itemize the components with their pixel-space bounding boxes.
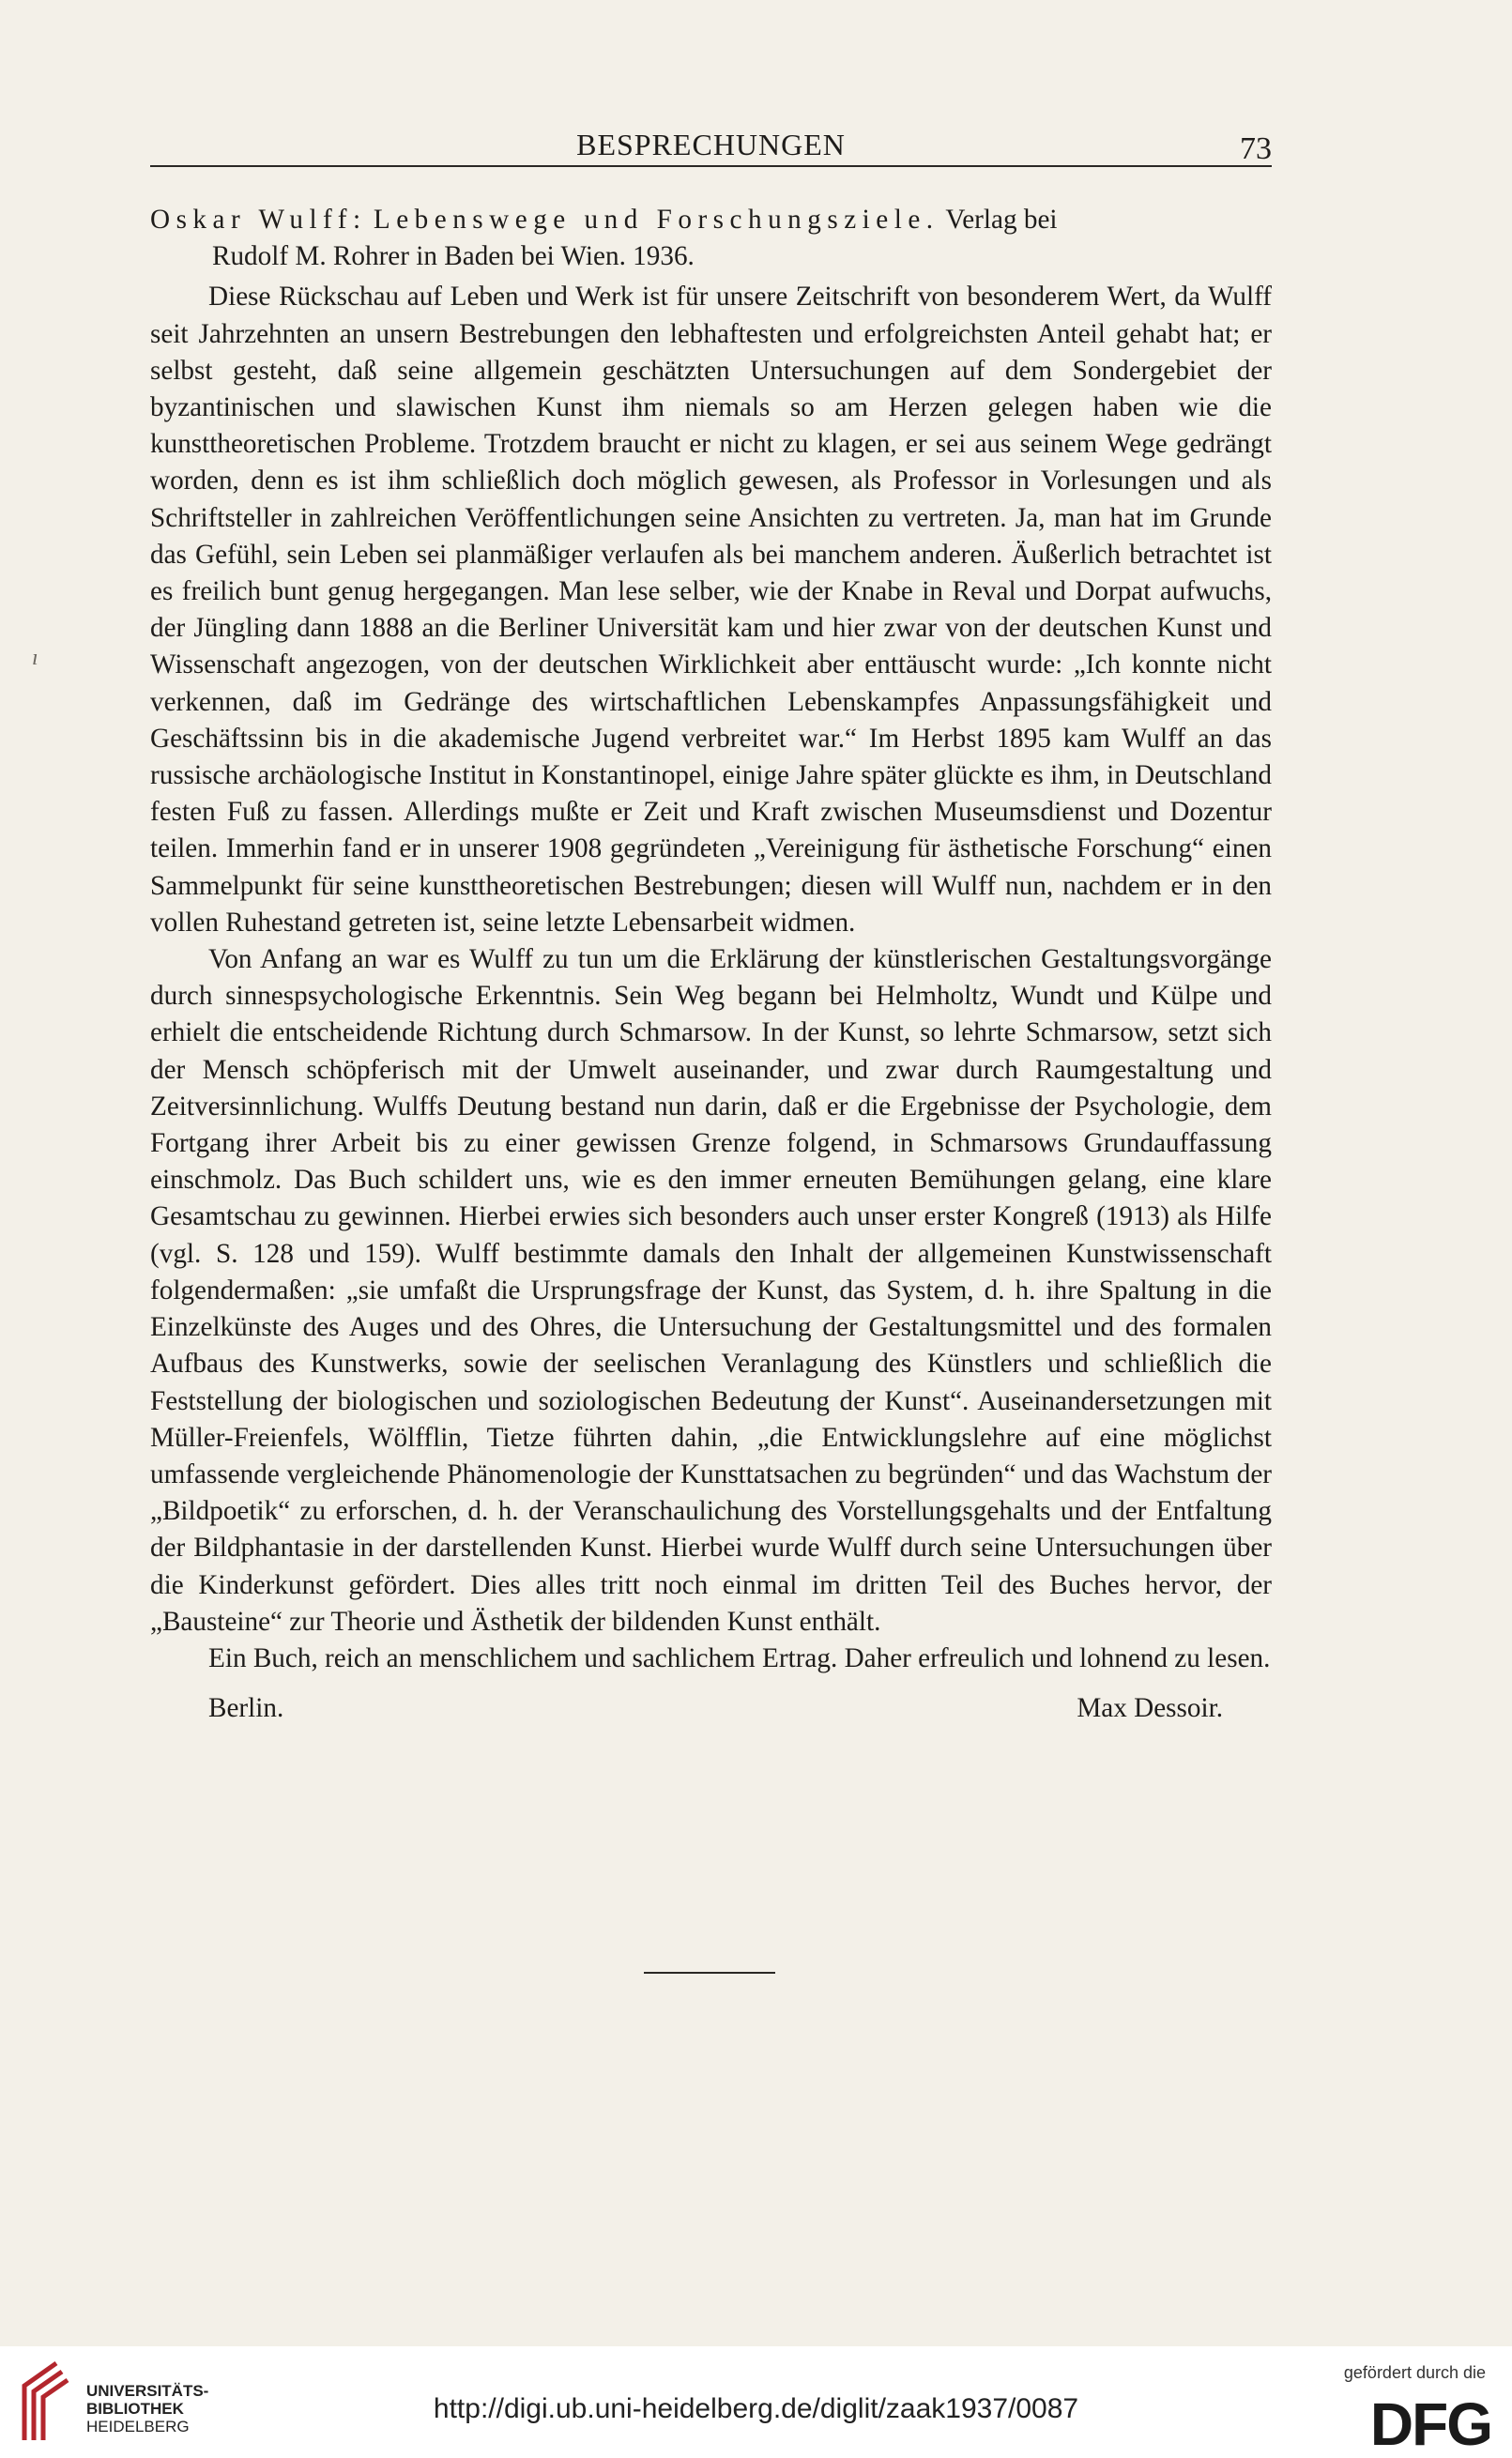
library-name-line-1: UNIVERSITÄTS-: [86, 2382, 209, 2400]
citation-publisher: Verlag bei: [945, 205, 1058, 235]
paragraph-2: Von Anfang an war es Wulff zu tun um die Erklärung der künstlerischen Gestaltungsvorgänge durch sinnespsychologische Erkenntnis. Sein Weg begann bei Helmholtz, Wundt und Külpe und erhielt die entscheidende Richtung durch Schmarsow. In der Kunst, so lehrte Schmarsow, setzt sich der Mensch schöpferisch mit der Umwelt auseinander, und zwar durch Raumgestaltung und Zeitversinnlichung. Wulffs Deutung bestand nun darin, daß er die Ergebnisse der Psychologie, dem Fortgang ihrer Arbeit bis zu einer gewissen Grenze folgend, in Schmarsows Grundauffassung einschmolz. Das Buch schildert uns, wie es den immer erneuten Bemühungen gelang, eine klare Gesamtschau zu gewinnen. Hierbei erwies sich besonders auch unser erster Kongreß (1913) als Hilfe (vgl. S. 128 und 159). Wulff bestimmte damals den Inhalt der allgemeinen Kunstwissenschaft folgendermaßen: „sie umfaßt die Ursprungsfrage der Kunst, das System, d. h. ihre Spaltung in die Einzelkünste des Auges und des Ohres, die Untersuchung der Gestaltungsmittel und des formalen Aufbaus des Kunstwerks, sowie der seelischen Veranlagung des Künstlers und schließlich die Feststellung der biologischen und soziologischen Bedeutung der Kunst“. Auseinandersetzungen mit Müller-Freienfels, Wölfflin, Tietze führten dahin, „die Entwicklungslehre auf eine möglichst umfassende vergleichende Phänomenologie der Kunsttatsachen zu begründen“ und das Wachstum der „Bildpoetik“ zu erforschen, d. h. der Veranschaulichung des Vorstellungsgehalts und der Entfaltung der Bildphantasie in der darstellenden Kunst. Hierbei wurde Wulff durch seine Untersuchungen über die Kinderkunst gefördert. Dies alles tritt noch einmal im dritten Teil des Buches hervor, der „Bausteine“ zur Theorie und Ästhetik der bildenden Kunst enthält.: [150, 944, 1272, 1637]
library-name-line-2: BIBLIOTHEK: [86, 2400, 184, 2418]
digitization-url-link[interactable]: http://digi.ub.uni-heidelberg.de/diglit/zaak1937/0087: [433, 2393, 1079, 2424]
citation: [150, 202, 1272, 275]
running-head: [150, 124, 1272, 167]
review-body: [150, 202, 1272, 1727]
paragraph-1: Diese Rückschau auf Leben und Werk ist für unsere Zeitschrift von besonderem Wert, da Wulff seit Jahrzehnten an unsern Bestrebungen den lebhaftesten und erfolgreichsten Anteil gehabt hat; er selbst gesteht, daß seine allgemein geschätzten Untersuchungen auf dem Sondergebiet der byzantinischen und slawischen Kunst ihm niemals so am Herzen gelegen haben wie die kunsttheoretischen Probleme. Trotzdem braucht er nicht zu klagen, er sei aus seinem Wege gedrängt worden, denn es ist ihm schließlich doch möglich gewesen, als Professor in Vorlesungen und als Schriftsteller in zahlreichen Veröffentlichungen seine Ansichten zu vertreten. Ja, man hat im Grunde das Gefühl, sein Leben sei planmäßiger verlaufen als bei manchem anderen. Äußerlich betrachtet ist es freilich bunt genug hergegangen. Man lese selber, wie der Knabe in Reval und Dorpat aufwuchs, der Jüngling dann 1888 an die Berliner Universität kam und hier zwar von der deutschen Kunst und Wissenschaft angezogen, von der deutschen Wirklichkeit aber enttäuscht wurde: „Ich konnte nicht verkennen, daß im Gedränge des wirtschaftlichen Lebenskampfes Anpassungsfähigkeit und Geschäftssinn bis in die akademische Jugend verbreitet war.“ Im Herbst 1895 kam Wulff an das russische archäologische Institut in Konstantinopel, einige Jahre später glückte es ihm, in Deutschland festen Fuß zu fassen. Allerdings mußte er Zeit und Kraft zwischen Museumsdienst und Dozentur teilen. Immerhin fand er in unserer 1908 gegründeten „Vereinigung für ästhetische Forschung“ einen Sammelpunkt für seine kunsttheoretischen Bestrebungen; diesen will Wulff nun, nachdem er in den vollen Ruhestand getreten ist, seine letzte Lebensarbeit widmen.: [150, 282, 1272, 938]
margin-mark: ı: [32, 646, 38, 670]
signature-line: [150, 1690, 1272, 1727]
page-number: 73: [1240, 131, 1272, 166]
reviewer-name: Max Dessoir.: [1077, 1693, 1223, 1724]
citation-publisher-place: Rudolf M. Rohrer in Baden bei Wien. 1936.: [212, 241, 695, 272]
end-rule: [644, 1972, 775, 1974]
running-title: BESPRECHUNGEN: [576, 128, 846, 161]
dfg-logo-icon: DFG: [1369, 2390, 1491, 2458]
library-name-line-3: HEIDELBERG: [86, 2418, 190, 2435]
paragraph-3: Ein Buch, reich an menschlichem und sachlichem Ertrag. Daher erfreulich und lohnend zu lesen.: [208, 1642, 1271, 1673]
funding-caption: gefördert durch die: [1343, 2363, 1486, 2382]
review-place: Berlin.: [208, 1693, 284, 1724]
citation-author: Oskar Wulff:: [150, 205, 367, 235]
digitization-footer: [0, 2346, 1512, 2458]
citation-title: Lebenswege und Forschungsziele.: [373, 205, 939, 235]
